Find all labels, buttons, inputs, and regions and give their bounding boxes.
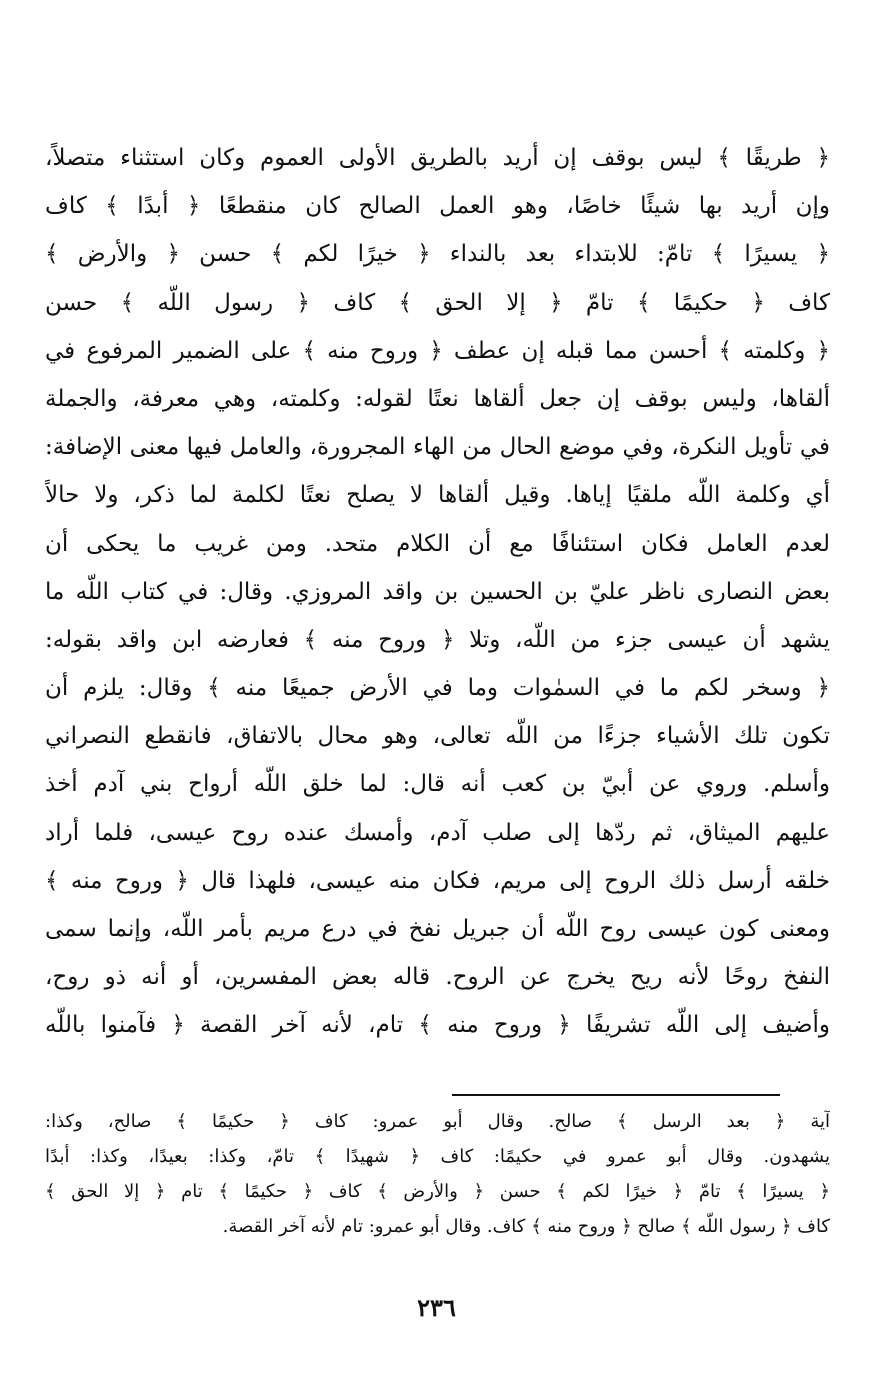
footnote-line: ﴿ يسيرًا ﴾ تامّ ﴿ خيرًا لكم ﴾ حسن ﴿ والأرض ﴾ كاف ﴿ حكيمًا ﴾ تام ﴿ إلا الحق ﴾	[45, 1181, 830, 1202]
text-line: في تأويل النكرة، وفي موضع الحال من الهاء المجرورة، والعامل فيها معنى الإضافة:	[45, 434, 830, 461]
text-line: ومعنى كون عيسى روح اللّه أن جبريل نفخ في درع مريم بأمر اللّه، وإنما سمى	[45, 916, 830, 942]
footnote-line: يشهدون. وقال أبو عمرو في حكيمًا: كاف ﴿ شهيدًا ﴾ تامّ، وكذا: بعيدًا، وكذا: أبدًا	[45, 1146, 830, 1167]
text-line: أي وكلمة اللّه ملقيًا إياها. وقيل ألقاها لا يصلح نعتًا لكلمة لما ذكر، ولا حالاً	[45, 482, 830, 509]
text-line: تكون تلك الأشياء جزءًا من اللّه تعالى، وهو محال بالاتفاق، فانقطع النصراني	[45, 723, 830, 750]
page-number: ٢٣٦	[417, 1293, 456, 1322]
text-line: ﴿ وسخر لكم ما في السمٰوات وما في الأرض جميعًا منه ﴾ وقال: يلزم أن	[45, 675, 830, 702]
footnote-line: كاف ﴿ رسول اللّه ﴾ صالح ﴿ وروح منه ﴾ كاف. وقال أبو عمرو: تام لأنه آخر القصة.	[222, 1216, 830, 1237]
footnote-line: آية ﴿ بعد الرسل ﴾ صالح. وقال أبو عمرو: كاف ﴿ حكيمًا ﴾ صالح، وكذا:	[45, 1111, 830, 1132]
text-line: عليهم الميثاق، ثم ردّها إلى صلب آدم، وأمسك عنده روح عيسى، فلما أراد	[45, 819, 830, 846]
text-line: ﴿ وكلمته ﴾ أحسن مما قبله إن عطف ﴿ وروح منه ﴾ على الضمير المرفوع في	[45, 337, 830, 364]
text-line: كاف ﴿ حكيمًا ﴾ تامّ ﴿ إلا الحق ﴾ كاف ﴿ رسول اللّه ﴾ حسن	[45, 289, 830, 316]
footnotes-block	[45, 1104, 830, 1244]
text-line: النفخ روحًا لأنه ريح يخرج عن الروح. قاله بعض المفسرين، أو أنه ذو روح،	[45, 964, 830, 991]
text-line: ﴿ يسيرًا ﴾ تامّ: للابتداء بعد بالنداء ﴿ خيرًا لكم ﴾ حسن ﴿ والأرض ﴾	[45, 241, 830, 268]
text-line: ﴿ طريقًا ﴾ ليس بوقف إن أريد بالطريق الأولى العموم وكان استثناء متصلاً،	[45, 145, 830, 171]
text-line: خلقه أرسل ذلك الروح إلى مريم، فكان منه عيسى، فلهذا قال ﴿ وروح منه ﴾	[45, 867, 830, 894]
text-line: وأضيف إلى اللّه تشريفًا ﴿ وروح منه ﴾ تام، لأنه آخر القصة ﴿ فآمنوا باللّه	[45, 1012, 830, 1039]
text-line: وأسلم. وروي عن أبيّ بن كعب أنه قال: لما خلق اللّه أرواح بني آدم أخذ	[45, 771, 830, 798]
main-text-block	[45, 134, 830, 1050]
footnote-divider	[452, 1094, 780, 1096]
text-line: ألقاها، وليس بوقف إن جعل ألقاها نعتًا لقوله: وكلمته، وهي معرفة، والجملة	[45, 385, 830, 412]
text-line: بعض النصارى ناظر عليّ بن الحسين بن واقد المروزي. وقال: في كتاب اللّه ما	[45, 578, 830, 605]
text-line: لعدم العامل فكان استئنافًا مع أن الكلام متحد. ومن غريب ما يحكى أن	[45, 530, 830, 557]
text-line: يشهد أن عيسى جزء من اللّه، وتلا ﴿ وروح منه ﴾ فعارضه ابن واقد بقوله:	[45, 626, 830, 653]
text-line: وإن أريد بها شيئًا خاصًا، وهو العمل الصالح كان منقطعًا ﴿ أبدًا ﴾ كاف	[45, 193, 830, 220]
